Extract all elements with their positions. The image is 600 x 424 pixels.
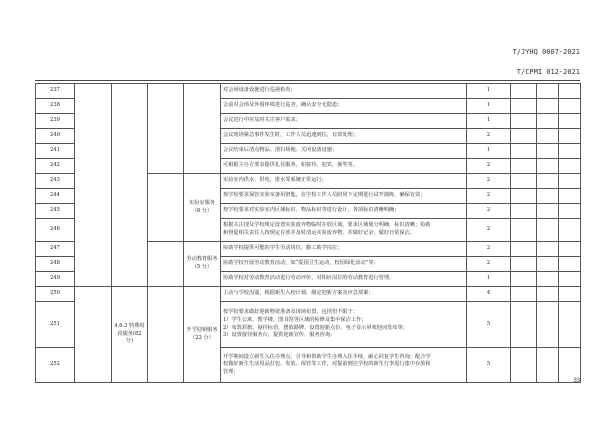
blank-cell (511, 159, 537, 174)
blank-cell (511, 129, 537, 144)
score-cell: 1 (467, 84, 511, 99)
row-number: 243 (36, 174, 75, 189)
row-number: 246 (36, 219, 75, 242)
score-cell: 1 (467, 272, 511, 287)
blank-cell (559, 129, 581, 144)
score-cell: 2 (467, 189, 511, 204)
blank-cell (148, 84, 184, 174)
blank-cell (537, 348, 559, 383)
blank-cell (148, 242, 184, 287)
blank-cell (559, 287, 581, 302)
requirement-text: 按学校要求对实验室内区域标识、物品标识等进行设计，各项标识清晰明确； (221, 204, 467, 219)
group-special-period: 4.6.3 特殊时段服务(82 分) (112, 287, 148, 383)
row-number: 249 (36, 272, 75, 287)
blank-cell (511, 174, 537, 189)
blank-cell (559, 114, 581, 129)
score-cell: 1 (467, 99, 511, 114)
blank-cell (511, 219, 537, 242)
group-opening-service: 开学迎新服务（22 分） (184, 287, 221, 383)
blank-cell (537, 242, 559, 257)
blank-cell (559, 174, 581, 189)
blank-cell (559, 272, 581, 287)
text-line: 校做好新生生活用品打包、发放、保管等工作，对提前到达学校的新生行李进行集中存放和 (223, 361, 431, 368)
requirement-text: 实验室内供水、供电、排水等系统正常运行； (221, 174, 467, 189)
score-cell: 2 (467, 159, 511, 174)
requirement-text: 按学校要求保管实验室备用钥匙，在学校工作人员陪同下定期进行试开演练，确保有效； (221, 189, 467, 204)
blank-cell (511, 272, 537, 287)
requirement-text: 可根据主办方要求提供礼仪服务，如接待、迎宾、颁奖等。 (221, 159, 467, 174)
score-cell: 2 (467, 219, 511, 242)
blank-cell (537, 129, 559, 144)
score-cell: 5 (467, 302, 511, 348)
blank-cell (75, 84, 112, 287)
requirement-text (221, 348, 467, 383)
blank-cell (559, 219, 581, 242)
row-number: 248 (36, 257, 75, 272)
blank-cell (559, 302, 581, 348)
requirement-text: 协助学校提供可能的学生劳动岗位，勤工助学岗位； (221, 242, 467, 257)
requirement-text (221, 219, 467, 242)
text-line: 管理； (223, 368, 239, 375)
blank-cell (537, 99, 559, 114)
blank-cell (537, 144, 559, 159)
blank-cell (559, 242, 581, 257)
blank-cell (559, 99, 581, 114)
score-cell: 2 (467, 174, 511, 189)
row-number: 252 (36, 348, 75, 383)
row-number: 240 (36, 129, 75, 144)
blank-cell (537, 219, 559, 242)
header-rule (35, 80, 580, 81)
row-number: 245 (36, 204, 75, 219)
text-line: 3）设置接待服务台，提供迎新宣传、服务咨询； (223, 332, 336, 339)
blank-cell (511, 99, 537, 114)
row-number: 244 (36, 189, 75, 204)
blank-cell (511, 257, 537, 272)
row-number: 251 (36, 302, 75, 348)
score-cell: 2 (467, 204, 511, 219)
standard-code-1: T/JYHQ 0007-2021 (512, 48, 580, 56)
blank-cell (148, 287, 184, 383)
blank-cell (537, 114, 559, 129)
text-line: 按学校要求做好迎新物资准备及现场布置，包括但不限于： (223, 309, 358, 316)
blank-cell (537, 272, 559, 287)
group-labor-education: 劳动教育服务（5 分） (184, 242, 221, 287)
score-cell: 2 (467, 242, 511, 257)
text-line: 开学期间设立新生入住办理点，引导和帮助学生办理入住手续，耐心回复学生咨询；配合学 (223, 353, 431, 360)
row-number: 238 (36, 99, 75, 114)
requirement-text: 会议结束后清点物品、清扫场地、关闭设备设施； (221, 144, 467, 159)
row-number: 242 (36, 159, 75, 174)
blank-cell (511, 348, 537, 383)
blank-cell (511, 204, 537, 219)
blank-cell (559, 204, 581, 219)
blank-cell (511, 302, 537, 348)
table-row (36, 287, 581, 302)
blank-cell (511, 242, 537, 257)
group-lab-service: 实验室服务（8 分） (184, 174, 221, 242)
requirement-text (221, 302, 467, 348)
requirement-text: 对会场设备设施进行巡视检查； (221, 84, 467, 99)
blank-cell (559, 257, 581, 272)
score-cell: 1 (467, 144, 511, 159)
table-row (36, 84, 581, 99)
blank-cell (537, 174, 559, 189)
row-number: 247 (36, 242, 75, 257)
blank-cell (537, 204, 559, 219)
blank-cell (112, 84, 148, 287)
text-line: 2）布置彩旗、悬挂标语、摆放路牌、设置迎新点位、电子显示屏欢迎词发布等； (223, 324, 408, 331)
text-line: 和督促相关责任人按规定存放并及时清运实验废弃物，并做好记录，做好日常保洁。 (223, 230, 415, 236)
spec-table (35, 83, 581, 383)
blank-cell (537, 302, 559, 348)
page-number: 33 (573, 378, 580, 384)
blank-cell (148, 174, 184, 242)
blank-cell (537, 257, 559, 272)
blank-cell (537, 84, 559, 99)
blank-cell (511, 189, 537, 204)
blank-cell (184, 84, 221, 174)
blank-cell (537, 189, 559, 204)
row-number: 250 (36, 287, 75, 302)
blank-cell (537, 159, 559, 174)
blank-cell (511, 114, 537, 129)
row-number: 241 (36, 144, 75, 159)
blank-cell (559, 189, 581, 204)
requirement-text: 协助学校开展劳动教育活动，如“爱国卫生运动，校园绿化活动”等； (221, 257, 467, 272)
row-number: 239 (36, 114, 75, 129)
row-number: 237 (36, 84, 75, 99)
text-line: 根据关注现及学校规定设置实验废弃物临时存放区域，要求区域划分明确，标识清晰；协助 (223, 222, 431, 229)
text-line: 1）学生公寓、教学楼、图书馆等区域的检修及集中保洁工作； (223, 316, 367, 323)
blank-cell (511, 144, 537, 159)
blank-cell (559, 144, 581, 159)
requirement-text: 会前对会场及外围环境进行巡查，确认安全无隐患； (221, 99, 467, 114)
score-cell: 2 (467, 129, 511, 144)
score-cell: 4 (467, 287, 511, 302)
score-cell: 5 (467, 348, 511, 383)
blank-cell (559, 84, 581, 99)
blank-cell (75, 287, 112, 383)
blank-cell (559, 159, 581, 174)
requirement-text: 主动与学校沟通，根据新生入校计划，制定迎新方案及应急预案； (221, 287, 467, 302)
blank-cell (537, 287, 559, 302)
requirement-text: 会议进行中应及时关注客户需求； (221, 114, 467, 129)
blank-cell (511, 84, 537, 99)
blank-cell (511, 287, 537, 302)
requirement-text: 协助学校对劳动教育活动进行劳动评价，对相应岗位的劳动教育进行管理。 (221, 272, 467, 287)
requirement-text: 会议现场紧急事件发生时，工作人员迅速到位，有效处理； (221, 129, 467, 144)
standard-code-2: T/CPMI 012-2021 (516, 68, 580, 76)
score-cell: 1 (467, 114, 511, 129)
score-cell: 2 (467, 257, 511, 272)
